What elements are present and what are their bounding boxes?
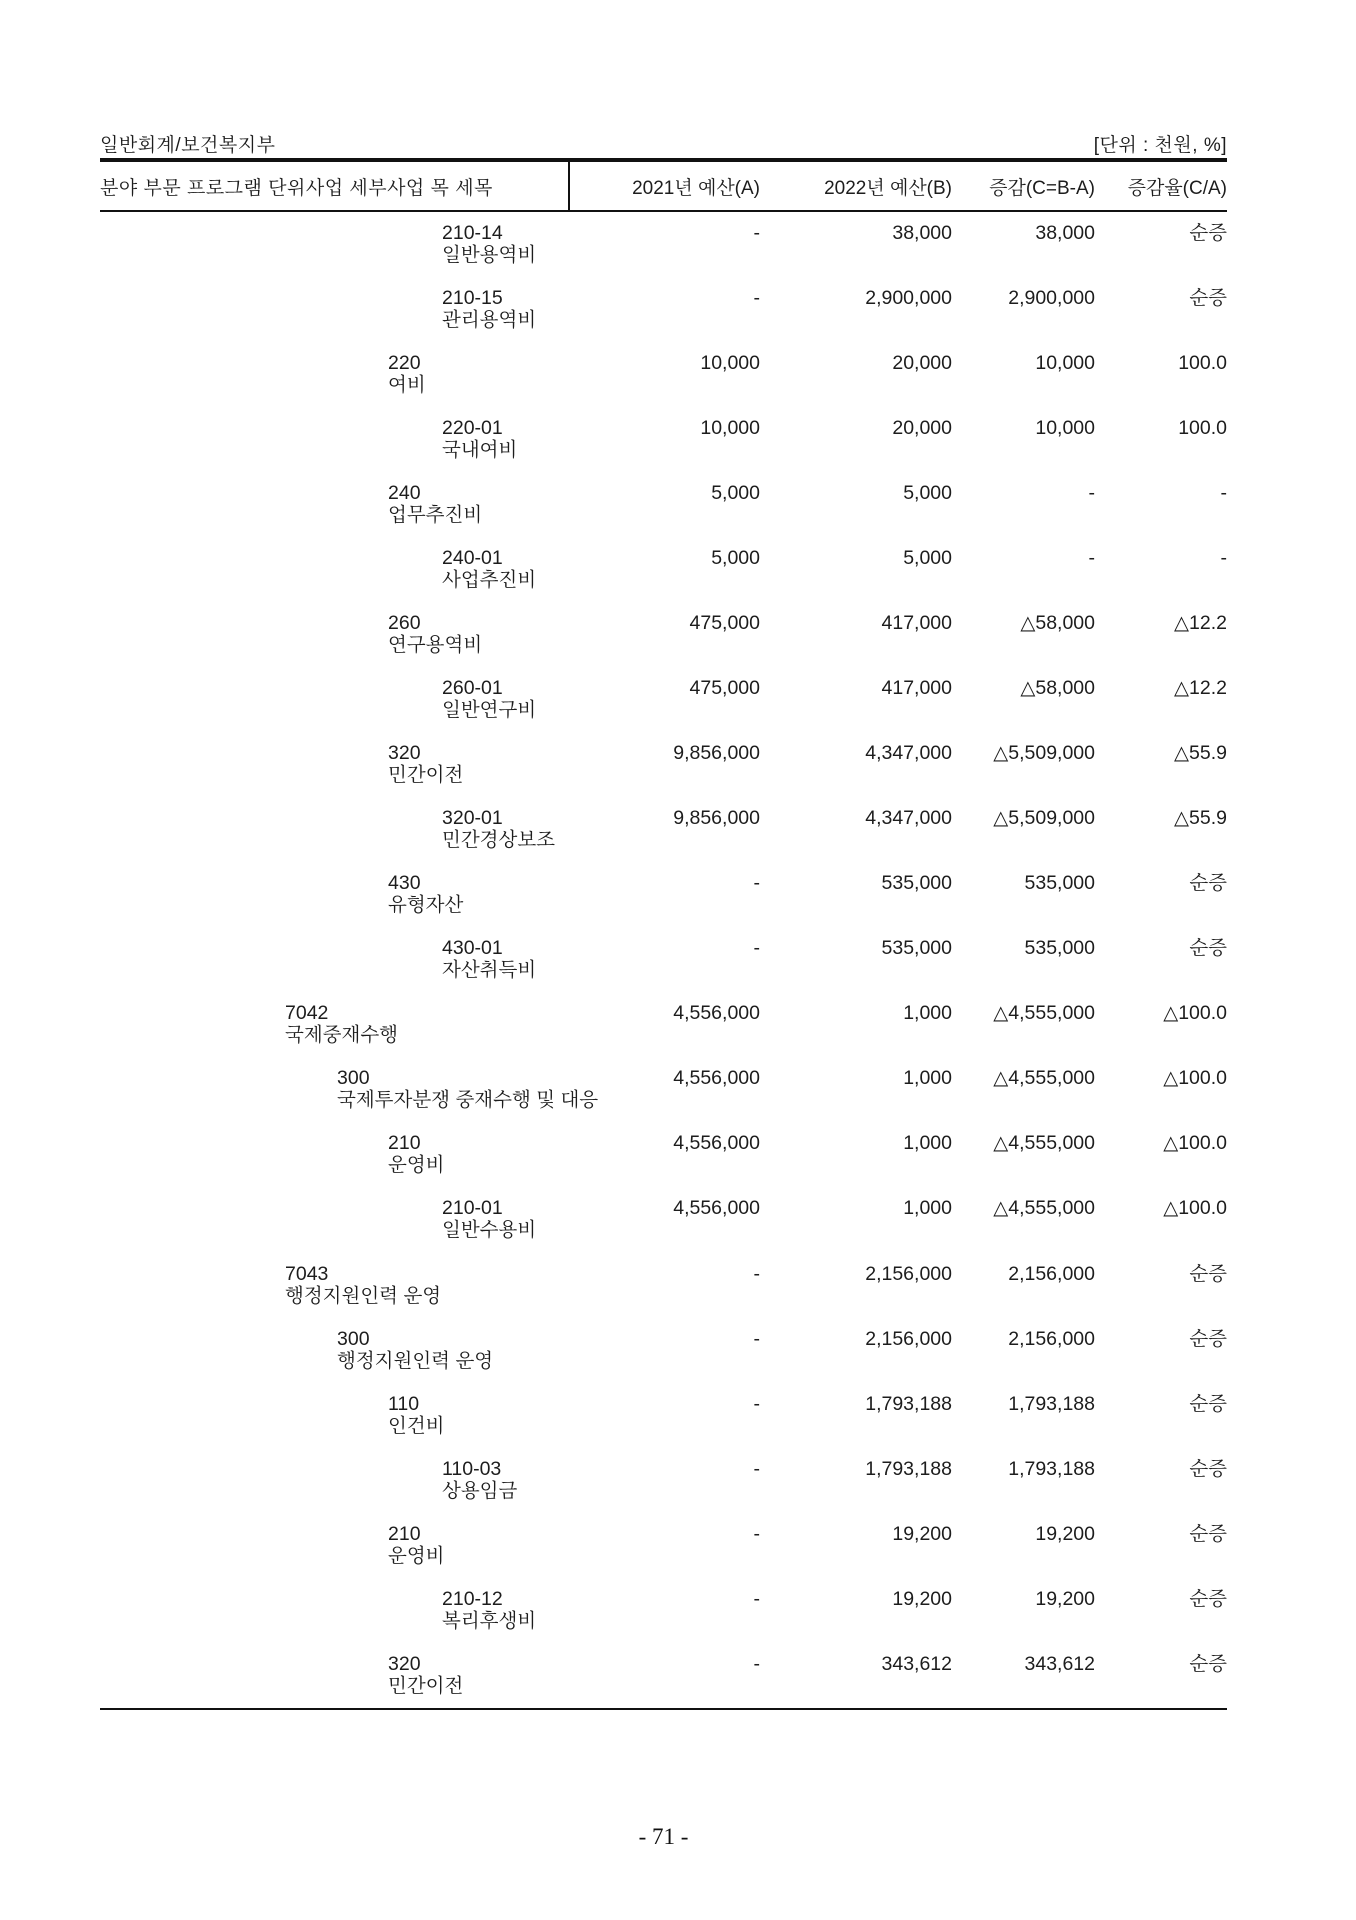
cell-change-rate: △100.0 [1163, 1002, 1227, 1025]
item-cell [100, 1578, 570, 1643]
cell-change-rate: 순증 [1189, 1327, 1227, 1350]
cell-budget-2022: 2,900,000 [865, 287, 952, 310]
cell-budget-2021: - [753, 1262, 760, 1285]
item-name: 일반수용비 [442, 1219, 537, 1242]
table-row [100, 1318, 1227, 1383]
cell-change: △4,555,000 [993, 1132, 1095, 1155]
cell-change-rate: 100.0 [1178, 417, 1227, 440]
cell-change-rate: △100.0 [1163, 1197, 1227, 1220]
cell-budget-2021: 10,000 [700, 352, 760, 375]
cell-budget-2022: 38,000 [892, 222, 952, 244]
cell-budget-2021: 10,000 [700, 417, 760, 440]
table-row [100, 212, 1227, 277]
table-row [100, 862, 1227, 927]
cell-change-rate: 100.0 [1178, 352, 1227, 375]
cell-budget-2022: 5,000 [903, 547, 952, 570]
col-header-change-rate: 증감율(C/A) [1127, 177, 1227, 199]
item-code: 110-03 [442, 1457, 502, 1480]
item-name: 여비 [388, 374, 426, 397]
cell-change-rate: - [1220, 547, 1227, 570]
cell-budget-2022: 2,156,000 [865, 1327, 952, 1350]
item-cell [100, 472, 570, 537]
table-row [100, 1513, 1227, 1578]
cell-budget-2021: - [753, 287, 760, 310]
budget-table [100, 120, 1227, 1850]
item-code: 240 [388, 482, 421, 505]
cell-change-rate: 순증 [1189, 1457, 1227, 1480]
item-code: 7043 [285, 1262, 329, 1285]
item-code: 210 [388, 1132, 421, 1155]
item-code: 7042 [285, 1002, 329, 1025]
item-name: 행정지원인력 운영 [285, 1284, 442, 1307]
item-cell [100, 1448, 570, 1513]
cell-change: 19,200 [1035, 1522, 1095, 1545]
cell-change-rate: △100.0 [1163, 1132, 1227, 1155]
cell-change: △58,000 [1020, 677, 1095, 700]
item-code: 300 [337, 1327, 370, 1350]
table-row [100, 1643, 1227, 1708]
cell-change: △4,555,000 [993, 1067, 1095, 1090]
item-cell [100, 927, 570, 992]
item-cell [100, 537, 570, 602]
item-name: 연구용역비 [388, 634, 483, 657]
cell-change: 10,000 [1035, 352, 1095, 375]
cell-budget-2022: 20,000 [892, 352, 952, 375]
cell-budget-2021: - [753, 1652, 760, 1675]
cell-budget-2021: - [753, 1522, 760, 1545]
cell-change: 535,000 [1024, 872, 1095, 895]
cell-budget-2021: 475,000 [689, 677, 760, 700]
cell-change-rate: 순증 [1189, 1392, 1227, 1415]
table-row [100, 992, 1227, 1057]
cell-change: 343,612 [1024, 1652, 1095, 1675]
item-name: 상용임금 [442, 1479, 518, 1502]
item-name: 유형자산 [388, 894, 464, 917]
item-code: 210-12 [442, 1587, 503, 1610]
cell-budget-2021: - [753, 222, 760, 244]
item-cell [100, 1513, 570, 1578]
item-cell [100, 862, 570, 927]
col-header-hierarchy: 분야 부문 프로그램 단위사업 세부사업 목 세목 [100, 162, 570, 210]
item-code: 320-01 [442, 807, 503, 830]
cell-budget-2022: 5,000 [903, 482, 952, 505]
col-header-budget-2022: 2022년 예산(B) [824, 177, 952, 199]
table-row [100, 472, 1227, 537]
item-cell [100, 667, 570, 732]
table-row [100, 537, 1227, 602]
cell-budget-2021: 9,856,000 [673, 807, 760, 830]
item-name: 민간경상보조 [442, 829, 556, 852]
item-code: 430-01 [442, 937, 503, 960]
item-cell [100, 797, 570, 862]
table-meta-row [100, 120, 1227, 158]
item-name: 민간이전 [388, 764, 464, 787]
item-code: 110 [388, 1392, 420, 1415]
cell-budget-2022: 4,347,000 [865, 742, 952, 765]
cell-change: △5,509,000 [993, 807, 1095, 830]
item-name: 사업추진비 [442, 569, 537, 592]
cell-budget-2022: 1,793,188 [865, 1392, 952, 1415]
cell-change: △4,555,000 [993, 1197, 1095, 1220]
item-code: 300 [337, 1067, 370, 1090]
cell-change-rate: △55.9 [1174, 742, 1227, 765]
item-cell [100, 1122, 570, 1187]
cell-change: 19,200 [1035, 1587, 1095, 1610]
item-code: 210-01 [442, 1197, 503, 1220]
cell-change-rate: △12.2 [1174, 612, 1227, 635]
cell-change-rate: - [1220, 482, 1227, 505]
item-code: 260-01 [442, 677, 503, 700]
item-code: 210-15 [442, 287, 503, 310]
table-row [100, 1448, 1227, 1513]
cell-budget-2022: 1,000 [903, 1002, 952, 1025]
item-cell [100, 1383, 570, 1448]
table-header-row [100, 162, 1227, 210]
item-code: 430 [388, 872, 421, 895]
item-name: 일반용역비 [442, 244, 537, 266]
table-row [100, 1057, 1227, 1122]
cell-change: 10,000 [1035, 417, 1095, 440]
cell-change-rate: 순증 [1189, 1587, 1227, 1610]
cell-change: △58,000 [1020, 612, 1095, 635]
cell-budget-2022: 19,200 [892, 1587, 952, 1610]
item-name: 국제투자분쟁 중재수행 및 대응 [337, 1089, 599, 1112]
item-name: 인건비 [388, 1414, 445, 1437]
item-name: 민간이전 [388, 1674, 464, 1697]
item-name: 관리용역비 [442, 309, 537, 332]
item-code: 220-01 [442, 417, 503, 440]
cell-change: △5,509,000 [993, 742, 1095, 765]
item-cell [100, 1253, 570, 1318]
table-row [100, 407, 1227, 472]
item-name: 복리후생비 [442, 1609, 537, 1632]
cell-change: 2,156,000 [1008, 1327, 1095, 1350]
table-row [100, 1187, 1227, 1252]
table-row [100, 732, 1227, 797]
cell-change: △4,555,000 [993, 1002, 1095, 1025]
item-cell [100, 1057, 599, 1122]
cell-change-rate: 순증 [1189, 287, 1227, 310]
cell-change-rate: 순증 [1189, 872, 1227, 895]
cell-budget-2021: 9,856,000 [673, 742, 760, 765]
item-cell [100, 342, 570, 407]
cell-budget-2021: - [753, 1327, 760, 1350]
cell-budget-2021: 5,000 [711, 482, 760, 505]
item-cell [100, 1187, 570, 1252]
cell-budget-2022: 2,156,000 [865, 1262, 952, 1285]
cell-change-rate: 순증 [1189, 1522, 1227, 1545]
cell-budget-2021: - [753, 1457, 760, 1480]
item-code: 320 [388, 742, 421, 765]
item-cell [100, 1643, 570, 1708]
cell-change: 2,900,000 [1008, 287, 1095, 310]
unit-label: [단위 : 천원, %] [1093, 135, 1227, 156]
cell-change-rate: △12.2 [1174, 677, 1227, 700]
item-name: 자산취득비 [442, 959, 537, 982]
cell-change: 535,000 [1024, 937, 1095, 960]
cell-change: - [1088, 547, 1095, 570]
cell-budget-2022: 1,000 [903, 1197, 952, 1220]
cell-change-rate: 순증 [1189, 1262, 1227, 1285]
cell-change: - [1088, 482, 1095, 505]
cell-budget-2022: 1,000 [903, 1132, 952, 1155]
item-cell [100, 1318, 570, 1383]
item-cell [100, 212, 570, 277]
cell-budget-2021: - [753, 937, 760, 960]
table-body [100, 212, 1227, 1708]
item-name: 운영비 [388, 1544, 445, 1567]
item-cell [100, 992, 570, 1057]
cell-budget-2022: 1,000 [903, 1067, 952, 1090]
item-cell [100, 277, 570, 342]
item-code: 210 [388, 1522, 421, 1545]
table-bottom-rule [100, 1708, 1227, 1710]
cell-budget-2022: 535,000 [881, 937, 952, 960]
cell-budget-2022: 535,000 [881, 872, 952, 895]
col-header-budget-2021: 2021년 예산(A) [632, 177, 760, 199]
item-name: 국제중재수행 [285, 1024, 399, 1047]
cell-budget-2021: 4,556,000 [673, 1067, 760, 1090]
item-name: 국내여비 [442, 439, 518, 462]
cell-budget-2021: 475,000 [689, 612, 760, 635]
cell-budget-2022: 1,793,188 [865, 1457, 952, 1480]
cell-budget-2022: 343,612 [881, 1652, 952, 1675]
cell-budget-2021: - [753, 1392, 760, 1415]
item-code: 240-01 [442, 547, 503, 570]
cell-change: 1,793,188 [1008, 1392, 1095, 1415]
cell-change: 2,156,000 [1008, 1262, 1095, 1285]
cell-budget-2021: 5,000 [711, 547, 760, 570]
item-cell [100, 602, 570, 667]
account-label: 일반회계/보건복지부 [100, 135, 276, 156]
table-row [100, 927, 1227, 992]
table-row [100, 342, 1227, 407]
table-row [100, 1122, 1227, 1187]
cell-budget-2022: 20,000 [892, 417, 952, 440]
table-row [100, 667, 1227, 732]
item-code: 320 [388, 1652, 421, 1675]
table-row [100, 277, 1227, 342]
cell-budget-2021: 4,556,000 [673, 1002, 760, 1025]
cell-budget-2022: 417,000 [881, 612, 952, 635]
cell-change: 38,000 [1035, 222, 1095, 244]
cell-budget-2021: 4,556,000 [673, 1197, 760, 1220]
item-name: 행정지원인력 운영 [337, 1349, 494, 1372]
table-row [100, 797, 1227, 862]
item-code: 260 [388, 612, 421, 635]
table-row [100, 602, 1227, 667]
cell-budget-2022: 4,347,000 [865, 807, 952, 830]
item-name: 업무추진비 [388, 504, 483, 527]
cell-budget-2021: - [753, 1587, 760, 1610]
cell-change: 1,793,188 [1008, 1457, 1095, 1480]
cell-budget-2021: - [753, 872, 760, 895]
item-code: 220 [388, 352, 421, 375]
cell-budget-2022: 19,200 [892, 1522, 952, 1545]
col-header-change: 증감(C=B-A) [989, 177, 1095, 199]
item-name: 일반연구비 [442, 699, 537, 722]
cell-change-rate: 순증 [1189, 937, 1227, 960]
table-row [100, 1578, 1227, 1643]
item-cell [100, 407, 570, 472]
cell-budget-2022: 417,000 [881, 677, 952, 700]
item-name: 운영비 [388, 1154, 445, 1177]
cell-change-rate: 순증 [1189, 222, 1227, 244]
cell-change-rate: △100.0 [1163, 1067, 1227, 1090]
item-code: 210-14 [442, 222, 503, 244]
table-row [100, 1253, 1227, 1318]
cell-change-rate: 순증 [1189, 1652, 1227, 1675]
page-number: - 71 - [638, 1823, 689, 1849]
item-cell [100, 732, 570, 797]
table-row [100, 1383, 1227, 1448]
cell-change-rate: △55.9 [1174, 807, 1227, 830]
cell-budget-2021: 4,556,000 [673, 1132, 760, 1155]
